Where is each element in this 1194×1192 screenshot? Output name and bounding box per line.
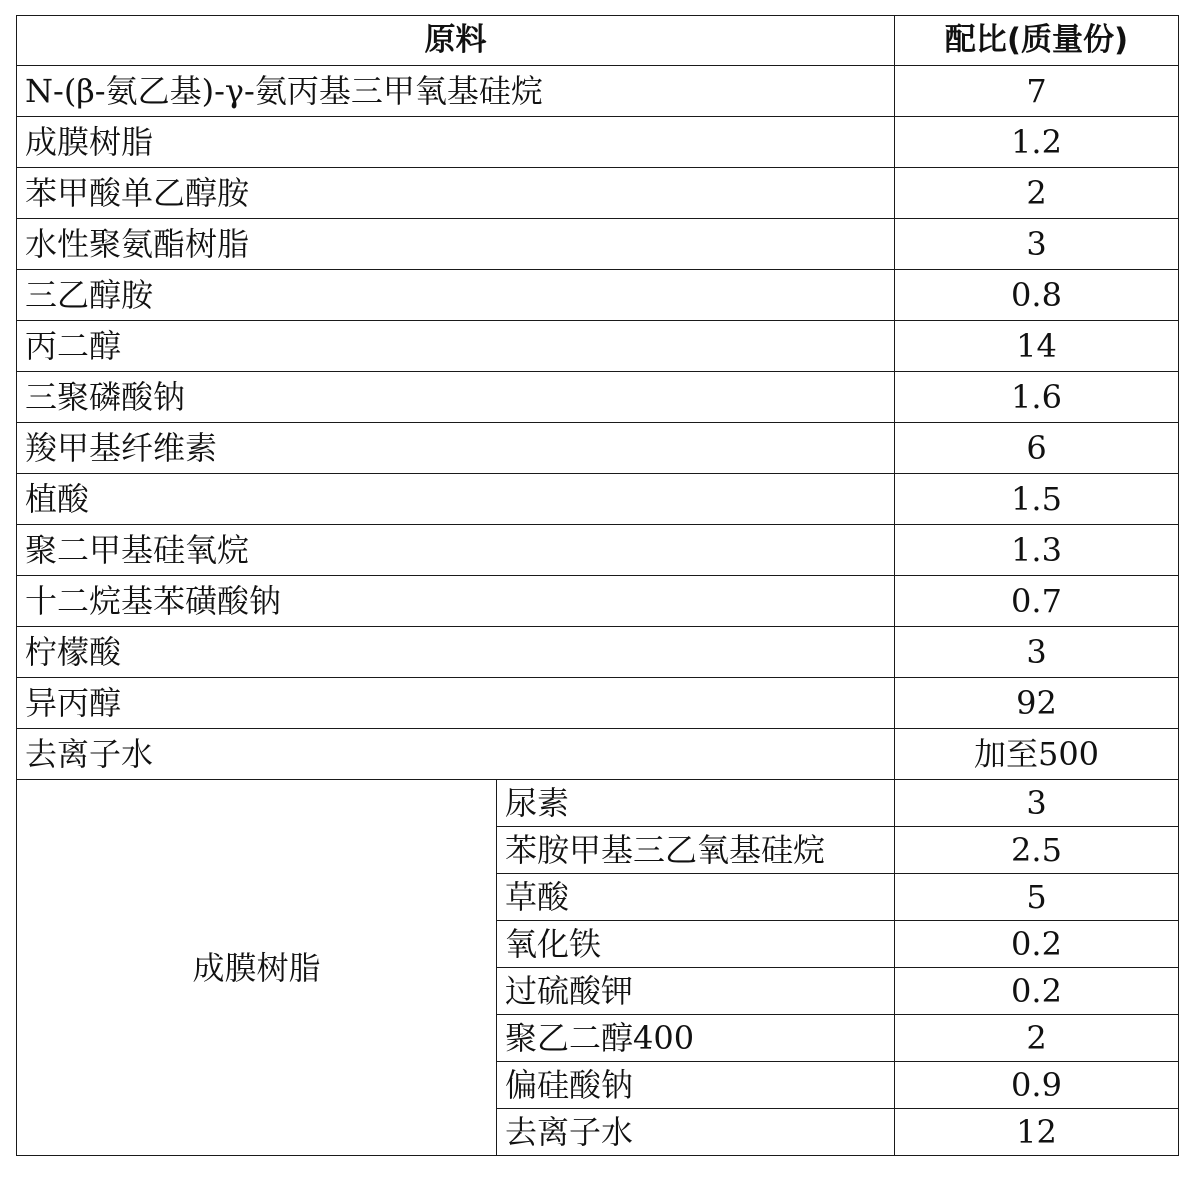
formulation-table [16,15,1179,1156]
table-row [17,474,1179,525]
material-name: N-(β-氨乙基)-γ-氨丙基三甲氧基硅烷 [17,66,895,117]
material-name: 柠檬酸 [17,627,895,678]
material-ratio: 6 [895,423,1179,474]
material-name: 三聚磷酸钠 [17,372,895,423]
material-name: 聚二甲基硅氧烷 [17,525,895,576]
material-ratio: 1.3 [895,525,1179,576]
sub-material-ratio: 2 [895,1015,1179,1062]
table-row [17,729,1179,780]
table-row [17,627,1179,678]
material-ratio: 3 [895,219,1179,270]
material-name: 十二烷基苯磺酸钠 [17,576,895,627]
table-row [17,117,1179,168]
sub-material-ratio: 2.5 [895,827,1179,874]
sub-material-ratio: 3 [895,780,1179,827]
table-row [17,576,1179,627]
material-ratio: 7 [895,66,1179,117]
material-ratio: 1.2 [895,117,1179,168]
sub-material-ratio: 5 [895,874,1179,921]
sub-material-name: 苯胺甲基三乙氧基硅烷 [497,827,895,874]
sub-group-label: 成膜树脂 [17,780,497,1156]
table-row [17,372,1179,423]
material-name: 成膜树脂 [17,117,895,168]
material-ratio: 0.8 [895,270,1179,321]
table-row [17,66,1179,117]
sub-material-name: 尿素 [497,780,895,827]
table-row [17,678,1179,729]
table-row [17,168,1179,219]
table-row [17,525,1179,576]
material-ratio: 2 [895,168,1179,219]
material-name: 植酸 [17,474,895,525]
material-ratio: 加至500 [895,729,1179,780]
material-name: 丙二醇 [17,321,895,372]
sub-material-ratio: 0.9 [895,1062,1179,1109]
sub-material-ratio: 12 [895,1109,1179,1156]
sub-material-name: 草酸 [497,874,895,921]
sub-material-name: 过硫酸钾 [497,968,895,1015]
material-ratio: 14 [895,321,1179,372]
sub-material-name: 聚乙二醇400 [497,1015,895,1062]
table-row [17,321,1179,372]
material-ratio: 0.7 [895,576,1179,627]
sub-table-row [17,780,1179,827]
material-name: 羧甲基纤维素 [17,423,895,474]
material-name: 三乙醇胺 [17,270,895,321]
table-row [17,270,1179,321]
material-name: 去离子水 [17,729,895,780]
sub-material-ratio: 0.2 [895,968,1179,1015]
sub-material-ratio: 0.2 [895,921,1179,968]
table-row [17,423,1179,474]
material-ratio: 1.5 [895,474,1179,525]
material-name: 苯甲酸单乙醇胺 [17,168,895,219]
sub-material-name: 偏硅酸钠 [497,1062,895,1109]
material-ratio: 1.6 [895,372,1179,423]
material-name: 异丙醇 [17,678,895,729]
table-row [17,219,1179,270]
material-ratio: 92 [895,678,1179,729]
header-ratio: 配比(质量份) [895,16,1179,66]
header-material: 原料 [17,16,895,66]
sub-material-name: 去离子水 [497,1109,895,1156]
material-ratio: 3 [895,627,1179,678]
header-row [17,16,1179,66]
sub-material-name: 氧化铁 [497,921,895,968]
material-name: 水性聚氨酯树脂 [17,219,895,270]
